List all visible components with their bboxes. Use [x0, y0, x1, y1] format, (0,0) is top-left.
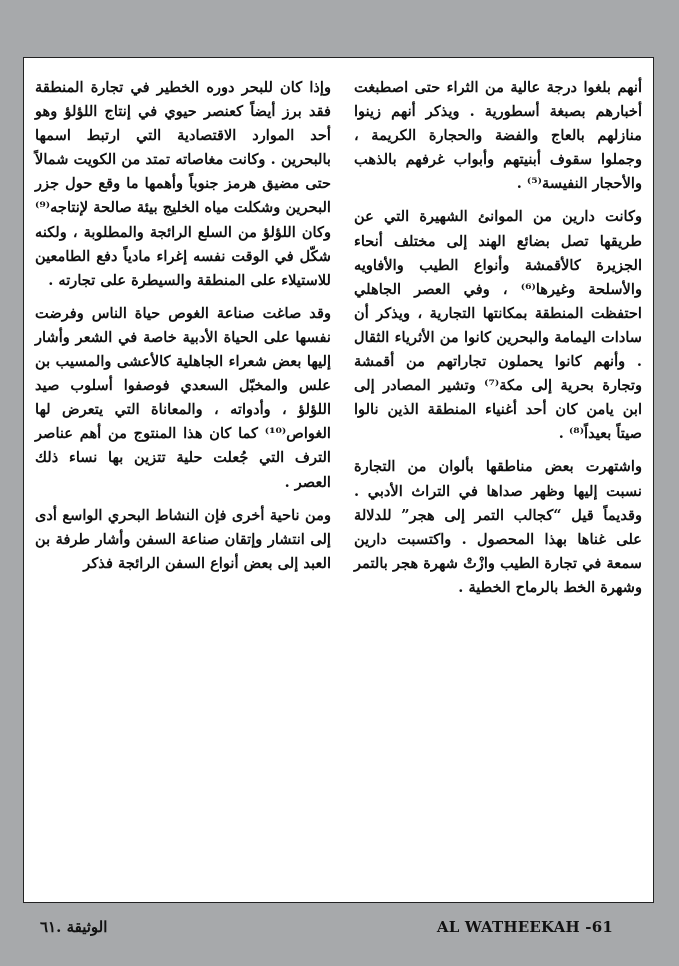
- paragraph: وقد صاغت صناعة الغوص حياة الناس وفرضت نفسها على الحياة الأدبية خاصة في الشعر وأشار إليها بعض شعراء الجاهلية كالأعشى والمسيب بن علس والمخبّل السعدي فوصفوا أسلوب صيد اللؤلؤ ، وأدواته ، والمعاناة التي يتعرض لها الغواص⁽¹⁰⁾ كما كان هذا المنتوج من أهم عناصر الترف التي جُعلت حلية تتزين بها نساء ذلك العصر .: [35, 304, 331, 491]
- page-frame: [23, 57, 654, 903]
- footer-arabic-page-label: الوثيقة .٦١: [40, 918, 108, 936]
- paragraph: أنهم بلغوا درجة عالية من الثراء حتى اصطبغت أخبارهم بصبغة أسطورية . ويذكر أنهم زينوا منازلهم بالعاج والفضة والحجارة الكريمة ، وجملوا سقوف أبنيتهم وأبواب غرفهم بالذهب والأحجار النفيسة⁽⁵⁾ .: [354, 79, 642, 193]
- paragraph: وكانت دارين من الموانئ الشهيرة التي عن طريقها تصل بضائع الهند إلى مختلف أنحاء الجزيرة كالأقمشة وأنواع الطيب والأفاويه والأسلحة وغيرها⁽⁶⁾ ، وفي العصر الجاهلي احتفظت المنطقة بمكانتها التجارية ، ويذكر أن سادات اليمامة والبحرين كانوا من الأثرياء الثقال . وأنهم كانوا يحملون تجاراتهم من أقمشة وتجارة بحرية إلى مكة⁽⁷⁾ وتشير المصادر إلى ابن يامن كان أحد أغنياء المنطقة الذين نالوا صيتاً بعيداً⁽⁸⁾ .: [354, 208, 642, 443]
- left-column: [35, 76, 331, 576]
- paragraph: وإذا كان للبحر دوره الخطير في تجارة المنطقة فقد برز أيضاً كعنصر حيوي في إنتاج اللؤلؤ وهو أحد الموارد الاقتصادية التي ارتبط اسمها بالبحرين . وكانت مغاصاته تمتد من الكويت شمالاً حتى مضيق هرمز جنوباً وأهمها ما وقع حول جزر البحرين وشكلت مياه الخليج بيئة صالحة لإنتاجه⁽⁹⁾ وكان اللؤلؤ من السلع الرائجة والمطلوبة ، ولكنه شكّل في الوقت نفسه إغراء مادياً دفع الطامعين للاستيلاء على المنطقة والسيطرة على تجارته .: [35, 79, 331, 289]
- right-column: [354, 76, 642, 600]
- paragraph: ومن ناحية أخرى فإن النشاط البحري الواسع أدى إلى انتشار وإتقان صناعة السفن وأشار طرفة بن العبد إلى بعض أنواع السفن الرائجة فذكر: [35, 506, 331, 572]
- paragraph: واشتهرت بعض مناطقها بألوان من التجارة نسبت إليها وظهر صداها في التراث الأدبي . وقديماً قيل “كجالب التمر إلى هجر” للدلالة على غناها بهذا المحصول . واكتسبت دارين سمعة في تجارة الطيب وازْتْ شهرة هجر بالتمر وشهرة الخط بالرماح الخطية .: [354, 458, 642, 596]
- footer-english-page-label: AL WATHEEKAH -61: [436, 918, 613, 936]
